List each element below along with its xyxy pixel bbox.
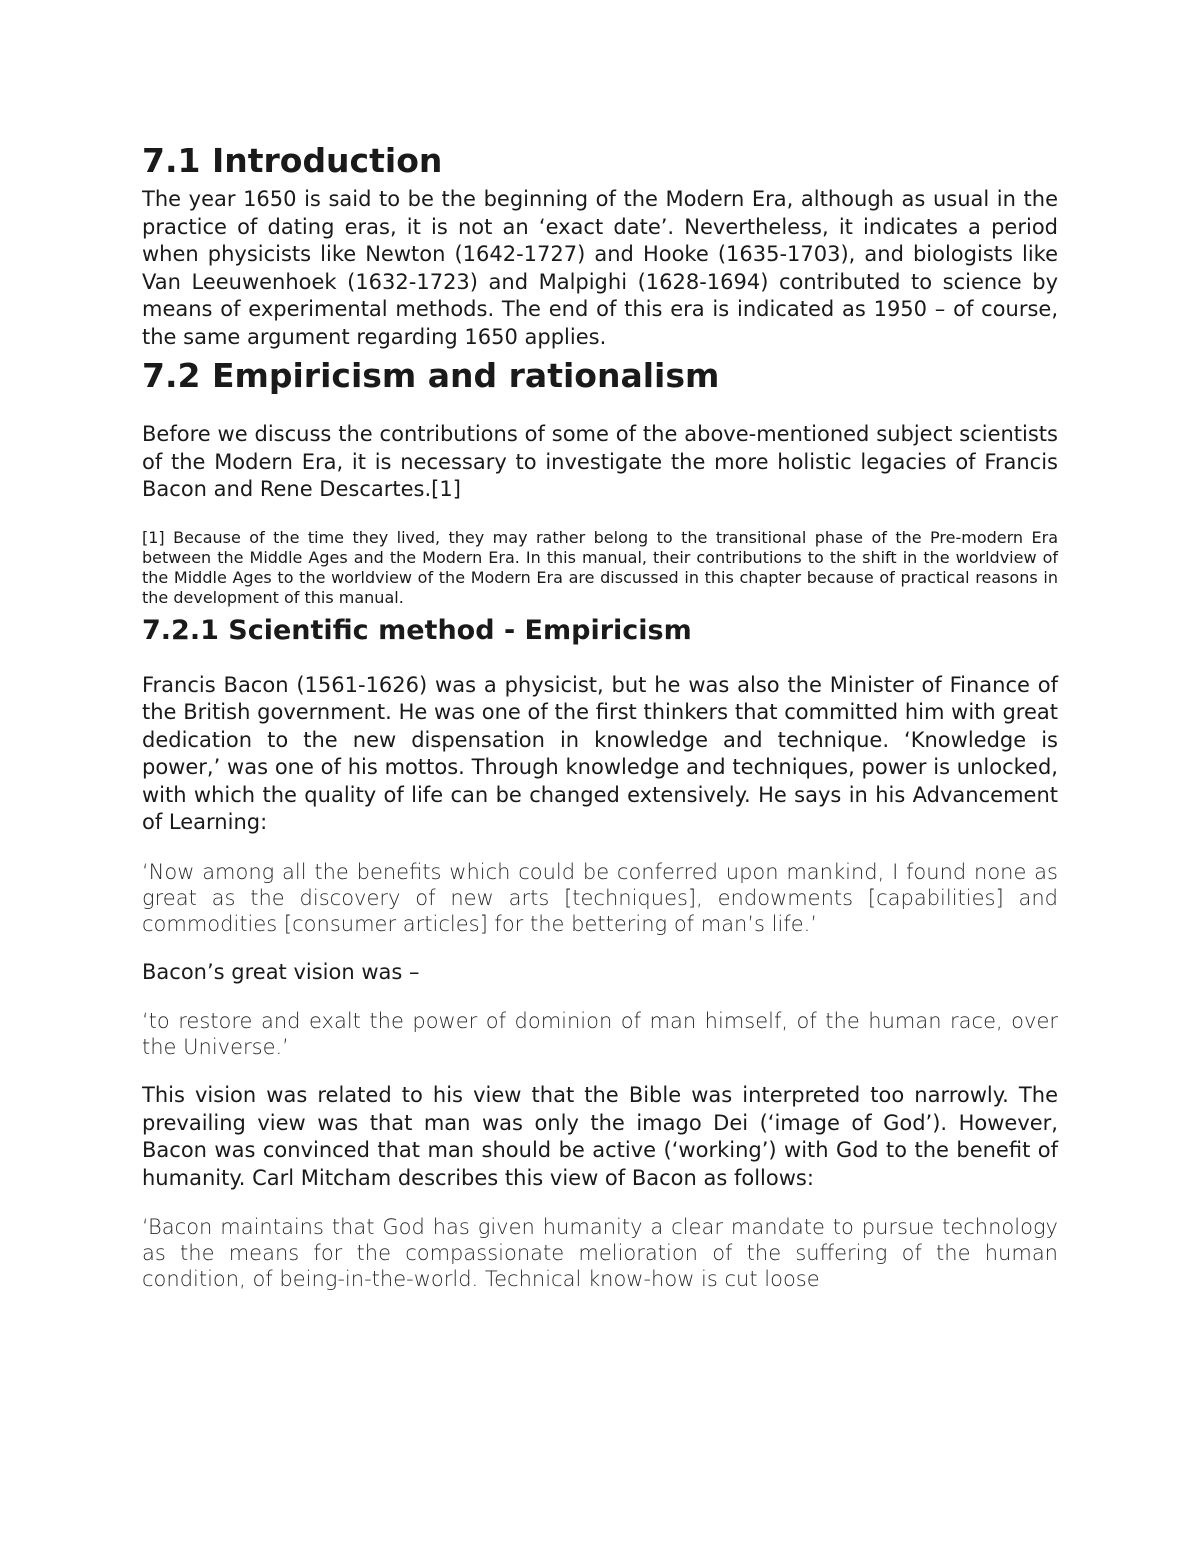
empiricism-intro-paragraph: Before we discuss the contributions of some of the above-mentioned subject scientists of the Modern Era, it is necessary to investigate the more holistic legacies of Francis Bacon and Rene Descartes.[1] <box>142 422 1058 501</box>
bacon-paragraph: Francis Bacon (1561-1626) was a physicist, but he was also the Minister of Finance of the British government. He was one of the first thinkers that committed him with great dedication to the new dispensation in knowledge and technique. ‘Knowledge is power,’ was one of his mottos. Through knowledge and techniques, power is unlocked, with which the quality of life can be changed extensively. He says in his Advancement of Learning: <box>142 672 1058 834</box>
subsection-heading-scientific-method: 7.2.1 Scientific method - Empiricism <box>142 614 692 646</box>
introduction-paragraph: The year 1650 is said to be the beginning of the Modern Era, although as usual in the practice of dating eras, it is not an ‘exact date’. Nevertheless, it indicates a period when physicists like Newton (1642-1727) and Hooke (1635-1703), and biologists like Van Leeuwenhoek (1632-1723) and Malpighi (1628-1694) contributed to science by means of experimental methods. The end of this era is indicated as 1950 – of course, the same argument regarding 1650 applies. <box>142 187 1058 349</box>
document-page <box>142 140 1058 1293</box>
mitcham-quote: ‘Bacon maintains that God has given humanity a clear mandate to pursue technology as the means for the compassionate melioration of the suffering of the human condition, of being-in-the-world. Technical know-how is cut loose <box>142 1215 1058 1291</box>
vision-line: Bacon’s great vision was – <box>142 959 420 984</box>
bible-paragraph: This vision was related to his view that the Bible was interpreted too narrowly. The prevailing view was that man was only the imago Dei (‘image of God’). However, Bacon was convinced that man should be active (‘working’) with God to the benefit of humanity. Carl Mitcham describes this view of Bacon as follows: <box>142 1083 1058 1190</box>
section-heading-empiricism-rationalism: 7.2 Empiricism and rationalism <box>142 356 720 395</box>
footnote: [1] Because of the time they lived, they may rather belong to the transitional phase of the Pre-modern Era between the Middle Ages and the Modern Era. In this manual, their contributions to the shift in the worldview of the Middle Ages to the worldview of the Modern Era are discussed in this chapter because of practical reasons in the development of this manual. <box>142 527 1058 607</box>
advancement-quote: ‘Now among all the benefits which could be conferred upon mankind, I found none as great as the discovery of new arts [techniques], endowments [capabilities] and commodities [consumer articles] for the bettering of man’s life.’ <box>142 859 1058 936</box>
mitcham-quote-container <box>142 1214 1058 1293</box>
section-heading-introduction: 7.1 Introduction <box>142 141 443 180</box>
vision-quote: ‘to restore and exalt the power of dominion of man himself, of the human race, over the Universe.’ <box>142 1009 1058 1059</box>
